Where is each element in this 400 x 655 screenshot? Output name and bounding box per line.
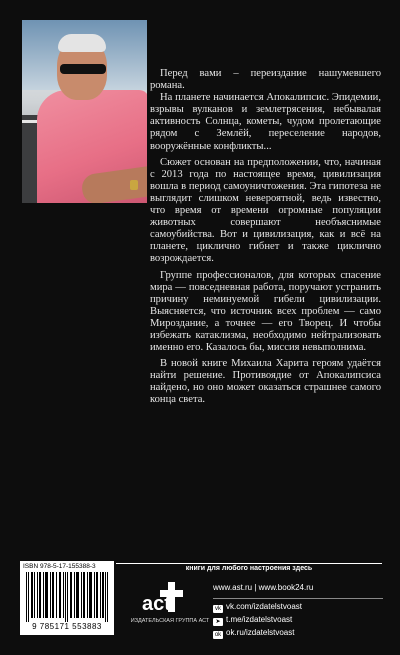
telegram-icon: ➤ (213, 618, 223, 626)
paragraph-plot: Сюжет основан на предположении, что, начиная с 2013 года по настоящее время, цивилизация вошла в период самоуничтожения. Эта гипотеза не выглядит слишком невероятной, ведь известно, что время от времени огромные популяции животных совершают необъяснимые самоубийства. Вот и цивилизация, как и всё на планете, циклично гибнет и также циклично возрождается. (150, 156, 381, 265)
paragraph-new-book: В новой книге Михаила Харита героям удаётся найти решение. Противоядие от Апокалипсиса найдено, но оно может оказаться страшнее самого конца света. (150, 358, 381, 406)
divider (213, 598, 383, 599)
ok-link[interactable]: ok ok.ru/izdatelstvoast (214, 628, 295, 638)
vk-link[interactable]: vk vk.com/izdatelstvoast (215, 602, 303, 612)
isbn-label: ISBN 978-5-17-155388-3 (23, 563, 96, 570)
ean-number: 9 785171 553883 (32, 622, 102, 631)
barcode-icon (26, 572, 108, 622)
paragraph-apocalypse: На планете начинается Апокалипсис. Эпидемии, взрывы вулканов и землетрясения, небывалая активность Солнца, кометы, чудом пролетающие рядом с Землёй, переселение народов, вооружённые конфликты... (150, 92, 381, 152)
site-links[interactable]: www.ast.ru | www.book24.ru (213, 583, 314, 592)
annotation-text (150, 68, 381, 407)
author-photo (22, 20, 147, 203)
ast-logo-icon (138, 580, 198, 616)
publisher-name: ИЗДАТЕЛЬСКАЯ ГРУППА АСТ (130, 618, 210, 624)
logo-text: act (142, 593, 171, 615)
odnoklassniki-icon: ok (214, 632, 222, 638)
vk-icon: vk (215, 606, 221, 612)
telegram-link[interactable]: ➤ t.me/izdatelstvoast (213, 615, 383, 628)
barcode-block (20, 561, 114, 635)
publisher-links (213, 583, 383, 641)
paragraph-intro: Перед вами – переиздание нашумевшего романа. (150, 68, 381, 92)
tagline: книги для любого настроения здесь (116, 563, 382, 575)
paragraph-mission: Группе профессионалов, для которых спасение мира — повседневная работа, поручают устранить причину неминуемой гибели цивилизации. Выясняется, что источник всех проблем — само Мироздание, а точнее — его Творец. И чтобы избежать катаклизма, необходимо нейтрализовать именно его. Казалось бы, миссия невыполнима. (150, 269, 381, 354)
